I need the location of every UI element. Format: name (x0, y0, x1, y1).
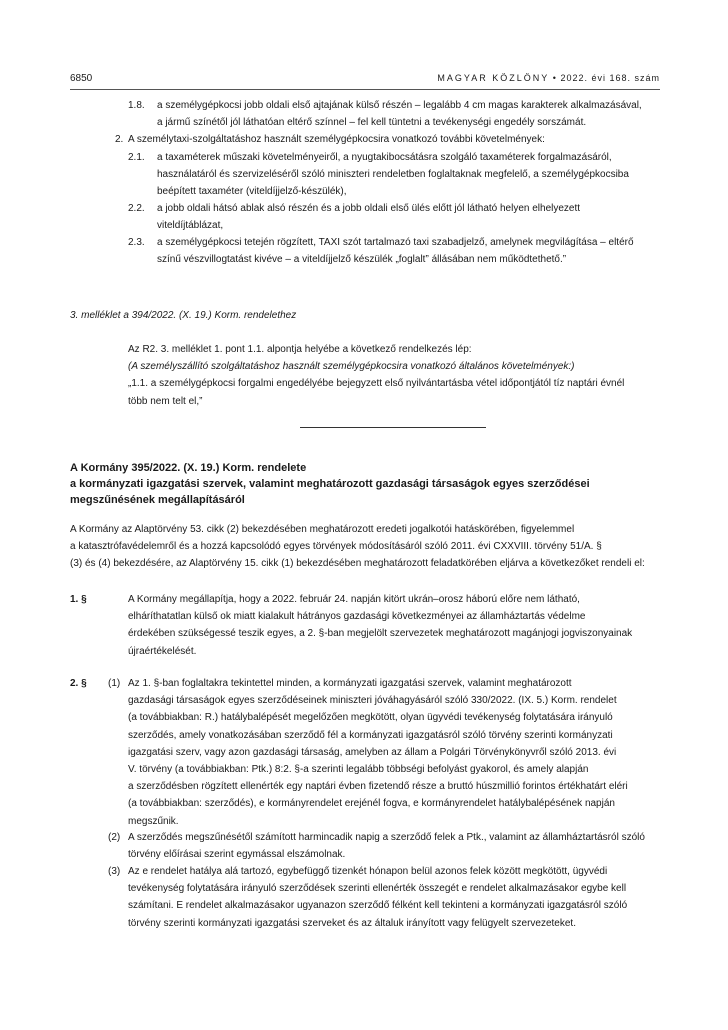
item-text: a személygépkocsi tetején rögzített, TAXI szót tartalmazó taxi szabadjelző, amelynek megvilágítása – eltérő színű vészvillogtatást kivéve – a viteldíjjelző készülék „foglalt” állásában nem működtethető.” (157, 237, 634, 266)
paragraph-number: (1) (108, 678, 121, 689)
paragraph-text: Az e rendelet hatálya alá tartozó, egybefüggő tizenkét hónapon belül azonos felek között megkötött, ügyvédi tevékenység folytatására irányuló szerződések szerinti ellenérték összegét e rendelet alkalmazásakor egybe kell számítani. E rendelet alkalmazásakor ugyanazon szerződő félként kell tekinteni a kormányzati igazgatásról szóló törvény szerinti kormányzati igazgatási szerveket és az általuk irányított vagy felügyelt szervezeteket. (128, 866, 628, 929)
annex-title: 3. melléklet a 394/2022. (X. 19.) Korm. rendelethez (70, 310, 297, 321)
paragraph-text: Az 1. §-ban foglaltakra tekintettel minden, a kormányzati igazgatási szervek, valamint meghatározott gazdasági társaságok egyes szerződéseinek miniszteri jóváhagyásáról szóló 330/2022. (IX. 5.) Korm. rendelet (a továbbiakban: R.) hatálybalépését megelőzően megkötött, olyan ügyvédi tevékenység folytatására irányuló szerződés, amely vonatkozásában szerződő fél a kormányzati igazgatásról szóló törvény szerinti kormányzati igazgatási szerv, vagy azon gazdasági társaság, amelyben az állam a Polgári Törvénykönyvről szóló 2013. évi V. törvény (a továbbiakban: Ptk.) 8:2. §-a szerinti legalább többségi befolyást gyakorol, és amely alapján a szerződésben rögzített ellenérték egy naptári évben fizetendő része a bruttó húszmillió forintos értékhatárt eléri (a továbbiakban: szerződés), e kormányrendelet erejénél fogva, e kormányrendelet hatálybalépésének napján megszűnik. (128, 678, 628, 827)
paragraph-text: A szerződés megszűnésétől számított harmincadik napig a szerződő felek a Ptk., valamint az államháztartásról szóló törvény előírásai szerint egymással elszámolnak. (128, 832, 645, 861)
item-text: a jobb oldali hátsó ablak alsó részén és a jobb oldali első ülés előtt jól látható helyen elhelyezett viteldíjtáblázat, (157, 203, 581, 232)
item-number: 2.3. (128, 237, 145, 248)
item-number: 2. (115, 134, 124, 145)
item-number: 2.2. (128, 203, 145, 214)
section-number: 1. § (70, 594, 87, 605)
paragraph-number: (2) (108, 832, 121, 843)
section-text: A Kormány megállapítja, hogy a 2022. február 24. napján kitört ukrán–orosz háború előre nem látható, elháríthatatlan külső ok miatt kialakult hátrányos gazdasági következményei az államháztartás védelme érdekében szükségessé teszik egyes, a 2. §-ban megjelölt szervezetek meghatározott magánjogi jogviszonyainak újraértékelését. (128, 594, 633, 657)
section-divider (300, 427, 486, 428)
running-header (437, 73, 660, 83)
preamble: A Kormány az Alaptörvény 53. cikk (2) bekezdésében meghatározott eredeti jogalkotói hatáskörében, figyelemmel a katasztrófavédelemről és a hozzá kapcsolódó egyes törvények módosításáról szóló 2011. évi CXXVIII. törvény 51/A. § (3) és (4) bekezdésére, az Alaptörvény 15. cikk (1) bekezdésében meghatározott feladatkörében eljárva a következőket rendeli el: (70, 524, 645, 570)
page-number: 6850 (70, 73, 93, 84)
section-number: 2. § (70, 678, 87, 689)
publication-name: MAGYAR KÖZLÖNY (437, 73, 550, 83)
item-text: A személytaxi-szolgáltatáshoz használt személygépkocsira vonatkozó további követelmények: (128, 134, 545, 145)
item-text: a taxaméterek műszaki követelményeiről, a nyugtakibocsátásra szolgáló taxaméterek forgalmazásáról, használatáról és szervizeléséről szóló miniszteri rendeletben foglaltaknak megfelelő, a személygépkocsiba beépített taxaméter (viteldíjjelző-készülék), (157, 152, 629, 198)
item-number: 2.1. (128, 152, 145, 163)
header-bullet: • (552, 73, 557, 83)
paragraph-number: (3) (108, 866, 121, 877)
item-number: 1.8. (128, 100, 145, 111)
item-text: a személygépkocsi jobb oldali első ajtajának külső részén – legalább 4 cm magas karakterek alkalmazásával, a jármű színétől jól láthatóan eltérő színnel – fel kell tüntetni a tevékenységi engedély sorszámát. (157, 100, 642, 129)
annex-body: Az R2. 3. melléklet 1. pont 1.1. alpontja helyébe a következő rendelkezés lép: (A személyszállító szolgáltatáshoz használt személygépkocsira vonatkozó általános követelmények:) „1.1. a személygépkocsi forgalmi engedélyébe bejegyzett első nyilvántartásba vétel időpontjától tíz naptári évnél több nem telt el,” (128, 344, 625, 407)
decree-title: A Kormány 395/2022. (X. 19.) Korm. rendelete a kormányzati igazgatási szervek, valamint meghatározott gazdasági társaságok egyes szerződései megszűnésének megállapításáról (70, 462, 590, 506)
header-rule (70, 89, 660, 90)
issue-number: 2022. évi 168. szám (560, 73, 660, 83)
